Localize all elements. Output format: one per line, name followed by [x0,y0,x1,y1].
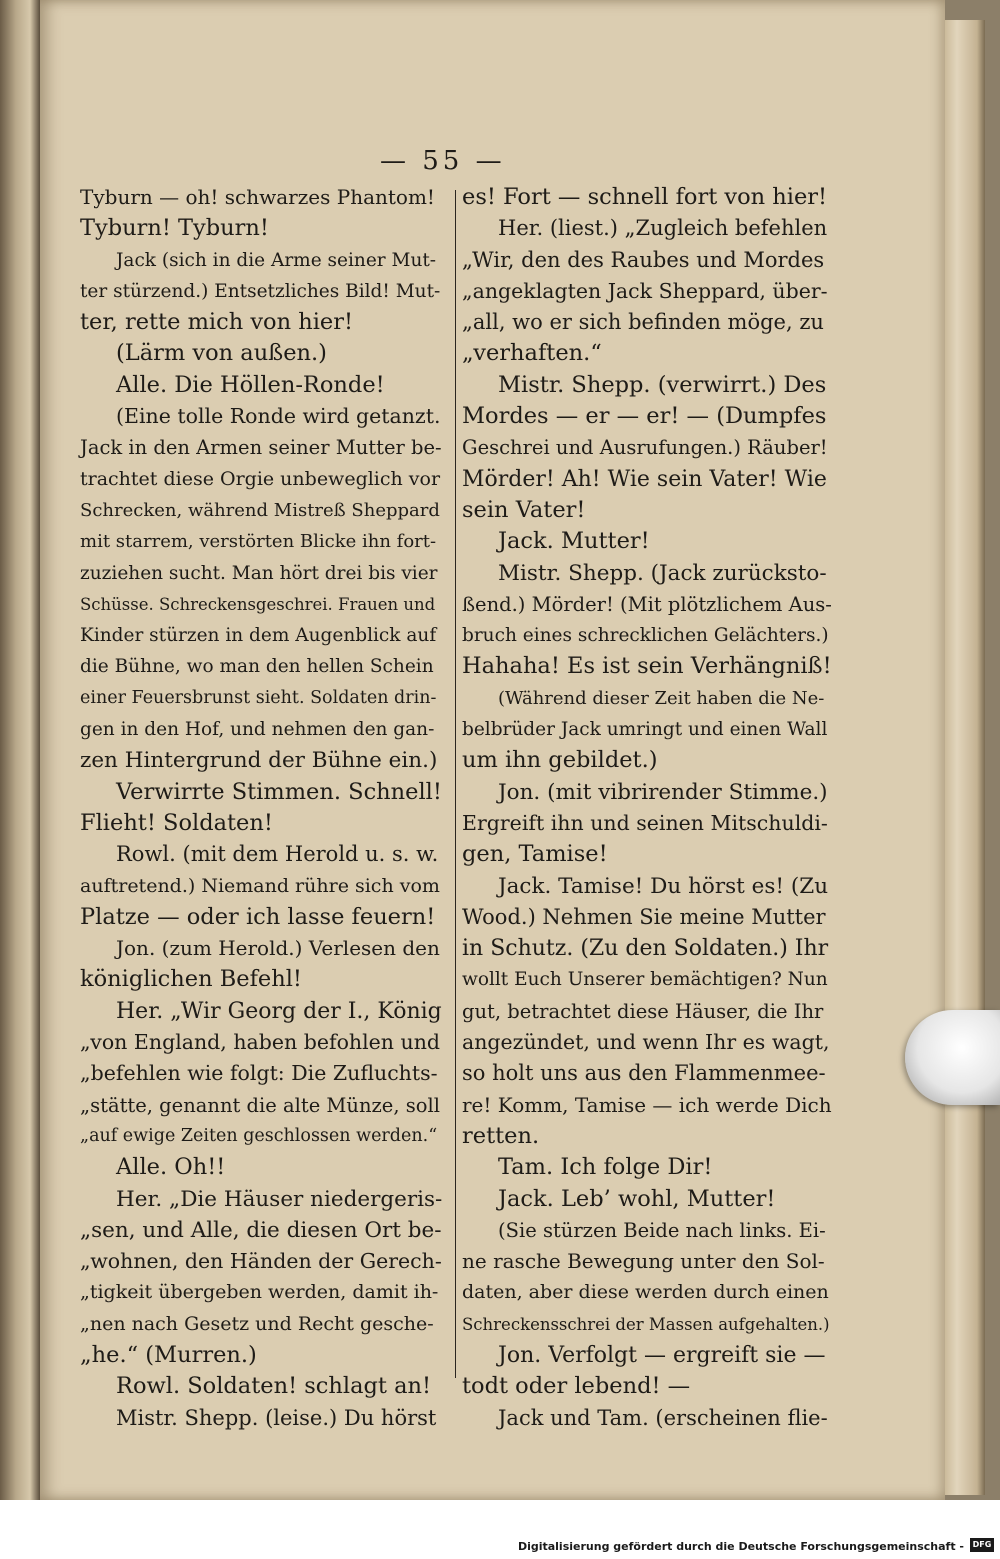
text-line: Mistr. Shepp. (verwirrt.) Des [498,371,827,398]
text-line: Tam. Ich folge Dir! [498,1154,713,1181]
text-line: Schreckensschrei der Massen aufgehalten.) [462,1314,830,1334]
text-line: mit starrem, verstörten Blicke ihn fort- [80,531,437,553]
text-line: Wood.) Nehmen Sie meine Mutter [462,904,826,929]
text-line: Jack in den Armen seiner Mutter be- [80,436,442,460]
text-line: auftretend.) Niemand rühre sich vom [80,874,440,897]
text-line: „auf ewige Zeiten geschlossen werden.“ [80,1125,438,1146]
text-line: ne rasche Bewegung unter den Sol- [462,1249,825,1274]
text-line: zen Hintergrund der Bühne ein.) [80,748,438,774]
text-line: Jack. Leb’ wohl, Mutter! [498,1185,776,1212]
text-line: „all, wo er sich befinden möge, zu [462,310,824,335]
left-column [80,182,442,1434]
text-line: „nen nach Gesetz und Recht gesche- [80,1312,434,1335]
text-line: Jon. Verfolgt — ergreift sie — [498,1342,826,1368]
text-line: sein Vater! [462,496,586,523]
text-line: Her. (liest.) „Zugleich befehlen [498,216,828,241]
text-line: königlichen Befehl! [80,966,302,993]
page-number: — 55 — [380,146,506,176]
text-line: Mistr. Shepp. (leise.) Du hörst [116,1405,437,1430]
left-page-edge [0,0,40,1559]
text-line: (Eine tolle Ronde wird getanzt. [116,404,441,429]
page-marker-tab [905,1010,1000,1105]
text-line: Jack. Tamise! Du hörst es! (Zu [498,873,829,899]
text-line: „von England, haben befohlen und [80,1030,441,1055]
text-line: „wohnen, den Händen der Gerech- [80,1249,442,1274]
text-line: Jack und Tam. (erscheinen flie- [498,1405,828,1430]
text-line: ter stürzend.) Entsetzliches Bild! Mut- [80,280,441,302]
text-line: Schüsse. Schreckensgeschrei. Frauen und [80,594,436,614]
text-line: „verhaften.“ [462,340,602,367]
text-line: die Bühne, wo man den hellen Schein [80,656,434,678]
text-line: zuziehen sucht. Man hört drei bis vier [80,562,438,584]
text-line: Jack. Mutter! [498,528,650,555]
text-line: Rowl. (mit dem Herold u. s. w. [116,842,439,867]
text-line: bruch eines schrecklichen Gelächters.) [462,625,829,647]
text-line: Her. „Die Häuser niedergeris- [116,1186,443,1212]
text-line: Schrecken, während Mistreß Sheppard [80,499,440,521]
text-line: Hahaha! Es ist sein Verhängniß! [462,653,832,680]
text-line: wollt Euch Unserer bemächtigen? Nun [462,969,828,991]
text-line: Ergreift ihn und seinen Mitschuldi- [462,810,828,835]
text-line: Her. „Wir Georg der I., König [116,998,442,1024]
text-line: so holt uns aus den Flammenmee- [462,1061,826,1086]
text-line: (Lärm von außen.) [116,340,327,367]
text-line: ßend.) Mörder! (Mit plötzlichem Aus- [462,592,832,616]
text-line: es! Fort — schnell fort von hier! [462,184,828,210]
page-stack-edge [945,20,985,1495]
text-line: „tigkeit übergeben werden, damit ih- [80,1281,439,1304]
text-line: ter, rette mich von hier! [80,309,354,336]
dfg-logo: DFG [970,1538,994,1552]
text-line: in Schutz. (Zu den Soldaten.) Ihr [462,936,829,962]
text-line: „angeklagten Jack Sheppard, über- [462,278,828,303]
text-line: Tyburn! Tyburn! [80,215,269,242]
footer-credit: Digitalisierung gefördert durch die Deutsche Forschungsgemeinschaft - [517,1540,964,1553]
text-line: gen, Tamise! [462,841,608,868]
text-line: Alle. Die Höllen-Ronde! [116,371,385,398]
text-line: (Sie stürzen Beide nach links. Ei- [498,1218,826,1242]
text-line: Mörder! Ah! Wie sein Vater! Wie [462,466,827,492]
right-column [462,182,832,1434]
text-line: Mordes — er — er! — (Dumpfes [462,403,827,430]
text-line: retten. [462,1122,540,1149]
text-line: Jon. (zum Herold.) Verlesen den [116,936,440,961]
text-line: „he.“ (Murren.) [80,1341,257,1368]
text-line: angezündet, und wenn Ihr es wagt, [462,1030,830,1055]
text-line: „sen, und Alle, die diesen Ort be- [80,1217,442,1243]
text-line: „stätte, genannt die alte Münze, soll [80,1093,440,1117]
text-line: Flieht! Soldaten! [80,809,273,836]
text-line: trachtet diese Orgie unbeweglich vor [80,467,441,490]
text-line: „Wir, den des Raubes und Mordes [462,247,825,272]
text-line: gen in den Hof, und nehmen den gan- [80,719,435,741]
text-line: Platze — oder ich lasse feuern! [80,903,436,930]
text-line: Alle. Oh!! [116,1154,226,1181]
text-line: todt oder lebend! — [462,1373,691,1400]
text-line: um ihn gebildet.) [462,747,658,774]
text-line: „befehlen wie folgt: Die Zufluchts- [80,1061,438,1086]
text-line: Geschrei und Ausrufungen.) Räuber! [462,436,828,460]
text-line: einer Feuersbrunst sieht. Soldaten drin- [80,687,437,708]
text-line: Jack (sich in die Arme seiner Mut- [116,249,437,271]
text-line: Jon. (mit vibrirender Stimme.) [498,779,828,805]
text-line: (Während dieser Zeit haben die Ne- [498,687,825,709]
text-line: Verwirrte Stimmen. Schnell! [116,778,442,805]
text-line: belbrüder Jack umringt und einen Wall [462,719,828,741]
text-line: daten, aber diese werden durch einen [462,1281,829,1304]
text-line: Mistr. Shepp. (Jack zurücksto- [498,560,827,586]
text-line: re! Komm, Tamise — ich werde Dich [462,1092,832,1117]
column-divider [455,190,456,1378]
text-line: Tyburn — oh! schwarzes Phantom! [80,185,435,209]
text-line: gut, betrachtet diese Häuser, die Ihr [462,999,824,1023]
text-line: Kinder stürzen in dem Augenblick auf [80,625,437,647]
text-line: Rowl. Soldaten! schlagt an! [116,1373,432,1400]
